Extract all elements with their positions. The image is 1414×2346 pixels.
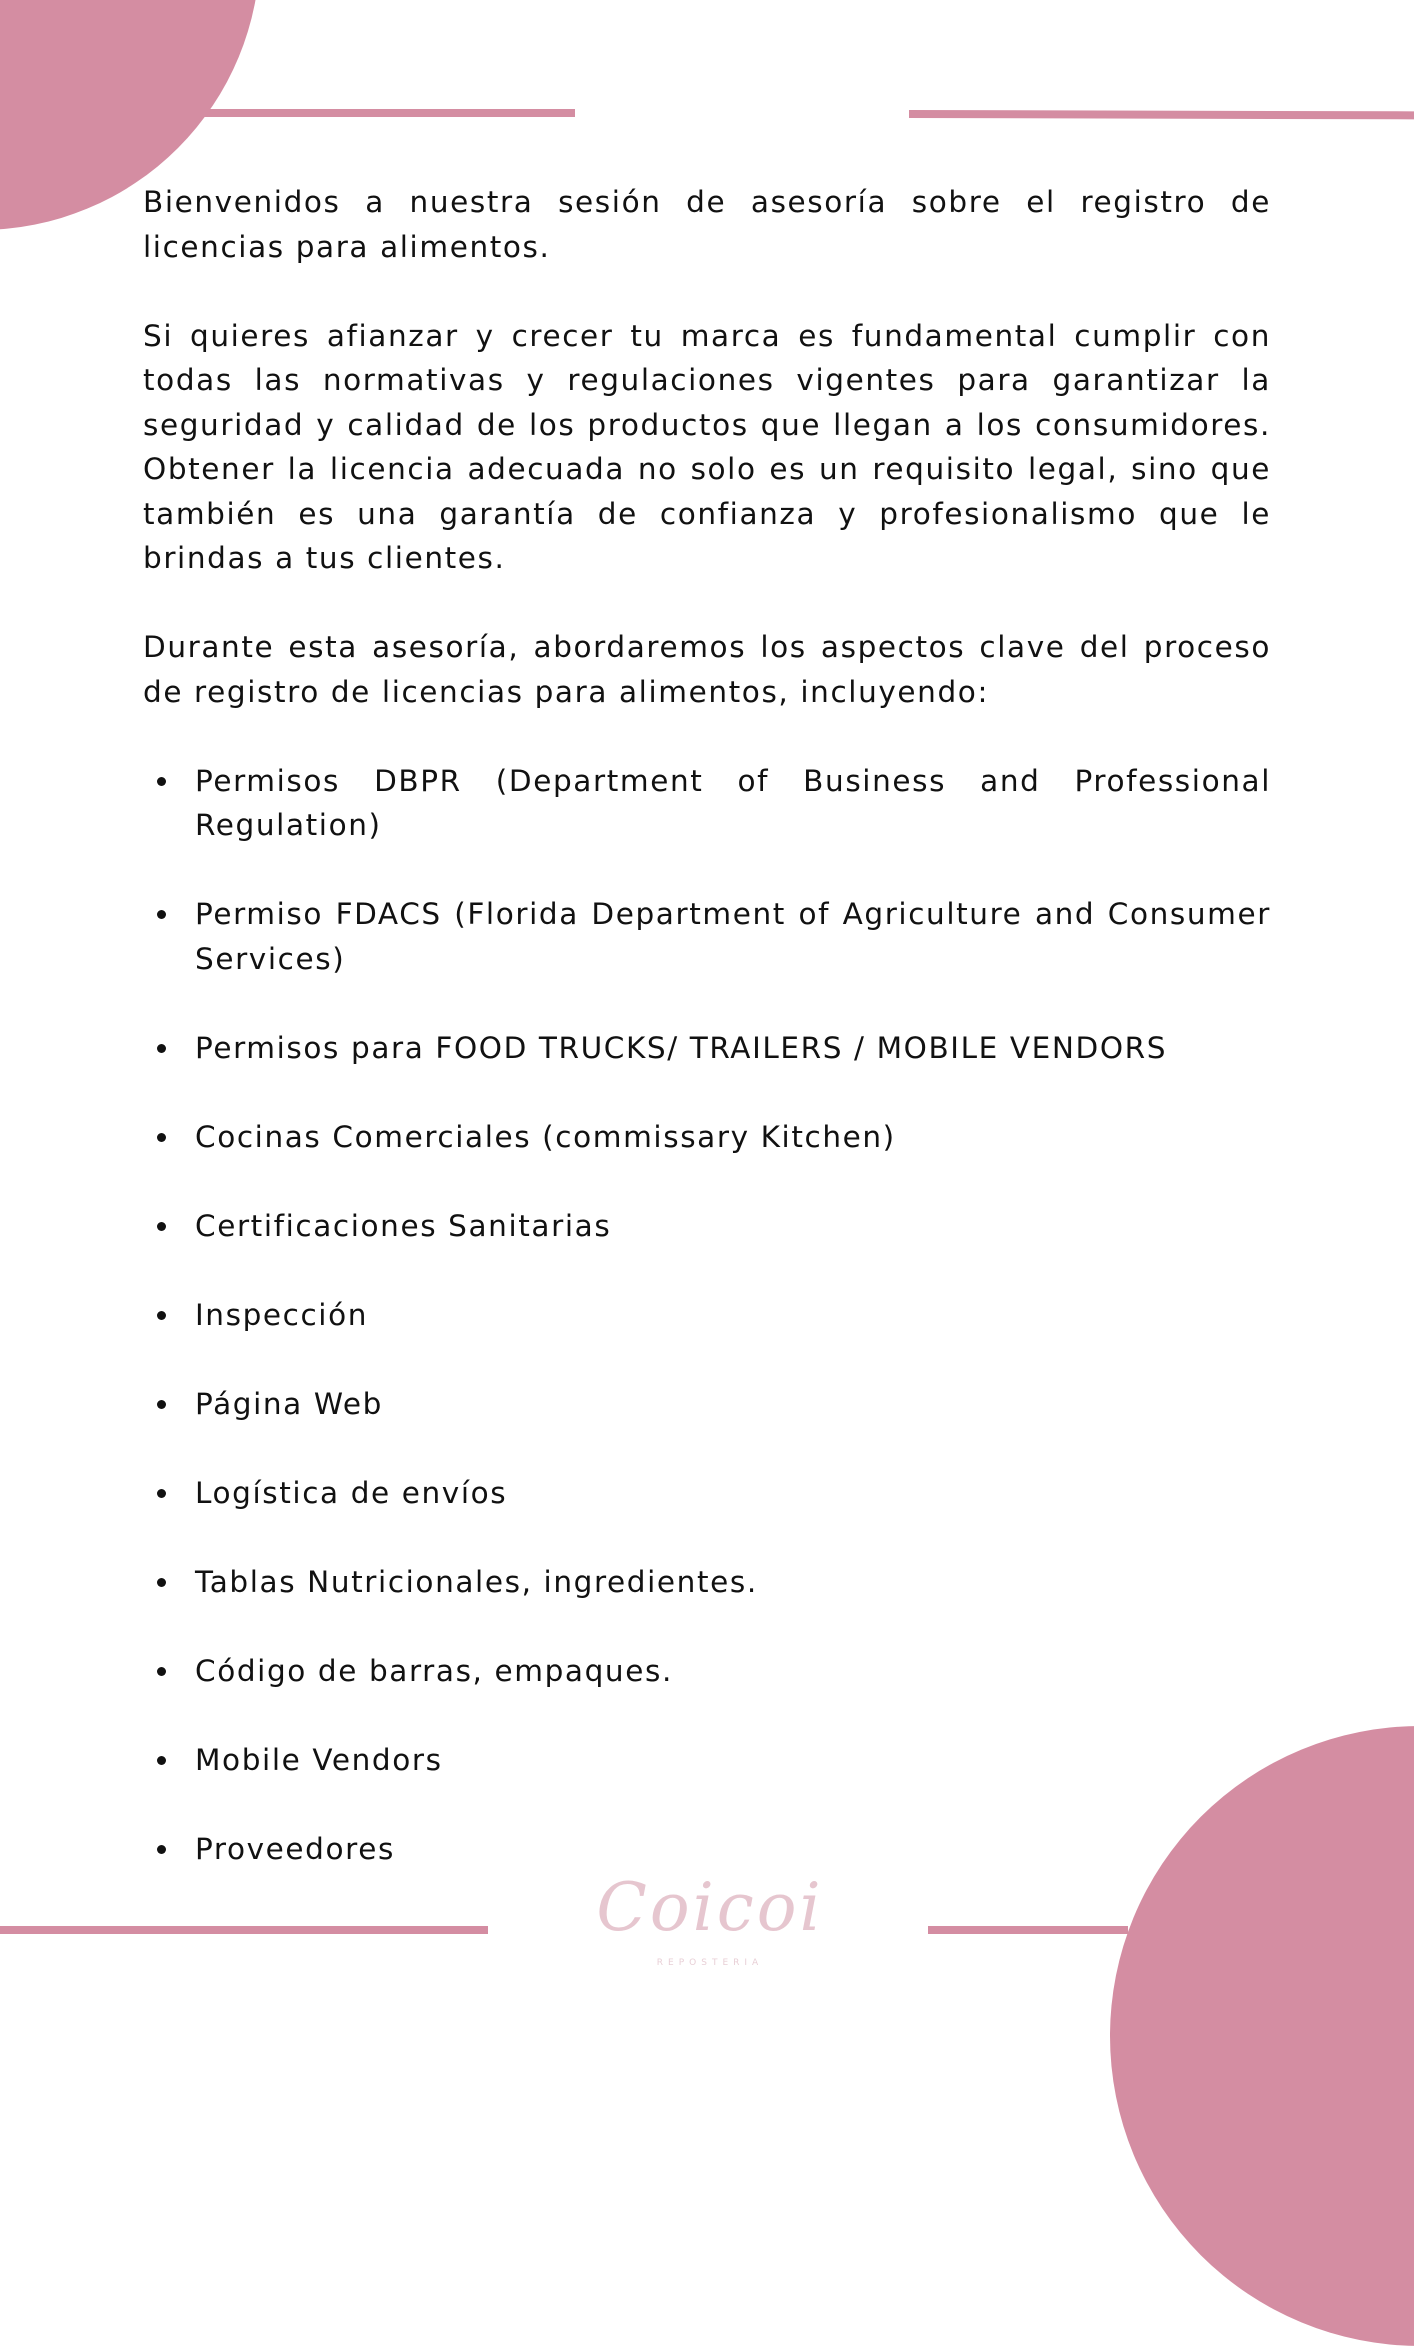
decorative-line-top-right — [909, 110, 1414, 119]
bullet-icon — [157, 1756, 166, 1765]
list-item-text: Cocinas Comerciales (commissary Kitchen) — [195, 1119, 896, 1154]
bullet-icon — [157, 1845, 166, 1854]
list-item — [143, 1560, 1271, 1605]
bullet-icon — [157, 1578, 166, 1587]
topics-list — [143, 759, 1271, 1872]
bullet-icon — [157, 910, 166, 919]
list-item-text: Logística de envíos — [195, 1475, 508, 1510]
bullet-icon — [157, 1667, 166, 1676]
list-item — [143, 1471, 1271, 1516]
list-item-text: Código de barras, empaques. — [195, 1653, 673, 1688]
list-item — [143, 1204, 1271, 1249]
list-item-text: Inspección — [195, 1297, 369, 1332]
list-item — [143, 892, 1271, 981]
list-item — [143, 1026, 1271, 1071]
list-item-text: Tablas Nutricionales, ingredientes. — [195, 1564, 758, 1599]
list-item — [143, 1293, 1271, 1338]
bullet-icon — [157, 1222, 166, 1231]
bullet-icon — [157, 1311, 166, 1320]
list-item-text: Permisos DBPR (Department of Business and Professional Regulation) — [195, 763, 1271, 842]
list-item-text: Permisos para FOOD TRUCKS/ TRAILERS / MOBILE VENDORS — [195, 1030, 1168, 1065]
decorative-line-bottom-right — [928, 1926, 1128, 1934]
list-item — [143, 1382, 1271, 1427]
list-item-text: Proveedores — [195, 1831, 395, 1866]
decorative-line-top-left — [195, 109, 575, 117]
bullet-icon — [157, 1133, 166, 1142]
decorative-line-bottom-left — [0, 1926, 488, 1934]
list-item-text: Mobile Vendors — [195, 1742, 443, 1777]
bullet-icon — [157, 1400, 166, 1409]
brand-logo-name: Coicoi — [596, 1869, 824, 1946]
brand-logo — [590, 1858, 830, 1978]
list-item — [143, 1115, 1271, 1160]
compliance-paragraph: Si quieres afianzar y crecer tu marca es fundamental cumplir con todas las normativas y regulaciones vigentes para garantizar la seguridad y calidad de los productos que llegan a los consumidores. Obtener la licencia adecuada no solo es un requisito legal, sino que también es una garantía de confianza y profesionalismo que le brindas a tus clientes. — [143, 318, 1271, 575]
intro-paragraph: Bienvenidos a nuestra sesión de asesoría sobre el registro de licencias para alimentos. — [143, 185, 1271, 264]
list-item-text: Certificaciones Sanitarias — [195, 1208, 612, 1243]
list-item — [143, 1738, 1271, 1783]
list-item-text: Permiso FDACS (Florida Department of Agriculture and Consumer Services) — [195, 897, 1271, 976]
bullet-icon — [157, 1489, 166, 1498]
bullet-icon — [157, 777, 166, 786]
brand-logo-subtitle: REPOSTERIA — [656, 1958, 764, 1968]
list-item — [143, 759, 1271, 848]
topics-intro-paragraph: Durante esta asesoría, abordaremos los aspectos clave del proceso de registro de licencias para alimentos, incluyendo: — [143, 630, 1271, 709]
bullet-icon — [157, 1044, 166, 1053]
list-item — [143, 1649, 1271, 1694]
document-body — [143, 180, 1271, 1916]
list-item-text: Página Web — [195, 1386, 383, 1421]
